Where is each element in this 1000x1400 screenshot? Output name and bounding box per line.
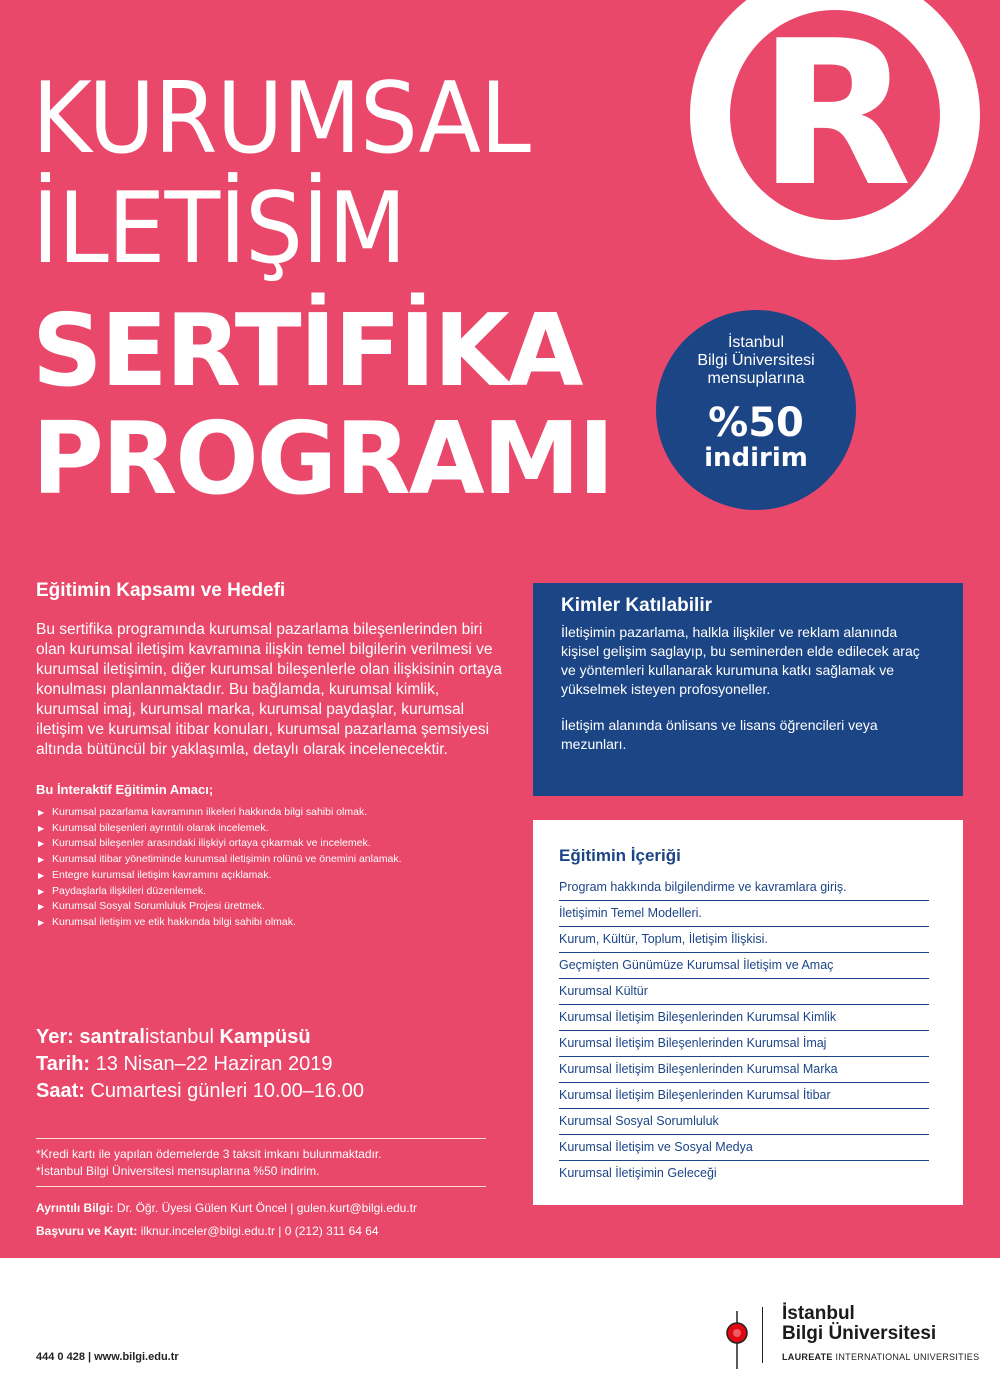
aims-list <box>36 805 506 931</box>
content-heading: Eğitimin İçeriği <box>559 846 681 865</box>
list-item: ▶ Kurumsal pazarlama kavramının ilkeleri hakkında bilgi sahibi olmak. <box>36 805 506 821</box>
scope-text: Bu sertifika programında kurumsal pazarlama bileşenlerinden biri olan kurumsal iletişim kavramına ilişkin temel bilgilerin verilmesi ve kurumsal iletişimin, diğer kurumsal bileşenlerle olan ilişkisinin ortaya konulması planlanmaktadır. Bu bağlamda, kurumsal kimlik, kurumsal imaj, kurumsal marka, kurumsal paydaşlar, kurumsal iletişim ve kurumsal itibar konuları, kurumsal pazarlama şemsiyesi altında bütüncül bir yaklaşımla, detaylı olarak incelenecektir. <box>36 621 503 758</box>
scope-section <box>36 580 506 931</box>
content-box <box>533 820 963 1205</box>
discount-word: indirim <box>704 443 808 473</box>
list-item: Kurumsal İletişim Bileşenlerinden Kurumsal Marka <box>559 1057 929 1083</box>
list-item: ▶ Kurumsal bileşenler arasındaki ilişkiyi ortaya çıkarmak ve incelemek. <box>36 836 506 852</box>
list-item: Kurumsal Sosyal Sorumluluk <box>559 1109 929 1135</box>
aims-heading: Bu İnteraktif Eğitimin Amacı; <box>36 782 214 797</box>
discount-amount: %50 <box>708 400 804 446</box>
logo-name-line-1: İstanbul <box>782 1303 855 1324</box>
list-item: ▶ Kurumsal bileşenleri ayrıntılı olarak incelemek. <box>36 821 506 837</box>
list-item: Kurumsal İletişim ve Sosyal Medya <box>559 1135 929 1161</box>
event-info <box>36 1024 364 1105</box>
note-installment: *Kredi kartı ile yapılan ödemelerde 3 taksit imkanı bulunmaktadır. <box>36 1147 382 1161</box>
logo-name-line-2: Bilgi Üniversitesi <box>782 1323 937 1344</box>
list-item: Kurumsal İletişim Bileşenlerinden Kurumsal İmaj <box>559 1031 929 1057</box>
list-item: ▶ Paydaşlarla ilişkileri düzenlemek. <box>36 884 506 900</box>
who-paragraph-2: İletişim alanında önlisans ve lisans öğrencileri veya mezunları. <box>561 717 878 752</box>
time-row: Saat: Cumartesi günleri 10.00–16.00 <box>36 1080 364 1102</box>
list-item: ▶ Entegre kurumsal iletişim kavramını açıklamak. <box>36 868 506 884</box>
list-item: Program hakkında bilgilendirme ve kavramlara giriş. <box>559 875 929 901</box>
place-row: Yer: santralistanbul Kampüsü <box>36 1026 311 1048</box>
divider <box>36 1138 486 1139</box>
list-item: ▶ Kurumsal itibar yönetiminde kurumsal iletişimin rolünü ve önemini anlamak. <box>36 852 506 868</box>
divider <box>36 1186 486 1187</box>
title-line-3: SERTİFİKA <box>32 292 582 409</box>
registered-mark-letter: R <box>757 0 912 231</box>
footer-contact[interactable]: 444 0 428 | www.bilgi.edu.tr <box>36 1351 179 1363</box>
logo-subtitle: LAUREATE INTERNATIONAL UNIVERSITIES <box>782 1352 980 1362</box>
bullet-icon: ▶ <box>38 823 45 833</box>
date-row: Tarih: 13 Nisan–22 Haziran 2019 <box>36 1053 333 1075</box>
list-item: İletişimin Temel Modelleri. <box>559 901 929 927</box>
scope-heading: Eğitimin Kapsamı ve Hedefi <box>36 580 286 601</box>
bullet-icon: ▶ <box>38 808 45 817</box>
content-list <box>559 875 929 1187</box>
university-logo <box>722 1299 980 1369</box>
divider <box>762 1307 763 1363</box>
bullet-icon: ▶ <box>38 886 45 896</box>
title-line-2: İLETİŞİM <box>32 172 406 286</box>
list-item: ▶ Kurumsal iletişim ve etik hakkında bilgi sahibi olmak. <box>36 915 506 931</box>
discount-line-1: İstanbul <box>727 334 785 351</box>
list-item: ▶ Kurumsal Sosyal Sorumluluk Projesi üretmek. <box>36 899 506 915</box>
bullet-icon: ▶ <box>38 839 45 849</box>
list-item: Geçmişten Günümüze Kurumsal İletişim ve Amaç <box>559 953 929 979</box>
who-paragraph-1: İletişimin pazarlama, halkla ilişkiler ve reklam alanında kişisel gelişim saglayıp, bu seminerden elde edilecek araç ve yöntemleri kullanarak kurumuna katkı sağlamak ve yükselmek isteyen profosyoneller. <box>561 624 920 697</box>
bullet-icon: ▶ <box>38 870 45 880</box>
list-item: Kurumsal İletişimin Geleceği <box>559 1166 717 1180</box>
apply-contact-row: Başvuru ve Kayıt: ilknur.inceler@bilgi.edu.tr | 0 (212) 311 64 64 <box>36 1224 379 1238</box>
discount-line-2: Bilgi Üniversitesi <box>697 352 815 369</box>
contact-info <box>36 1197 417 1243</box>
who-can-attend-box <box>533 583 963 796</box>
list-item: Kurumsal İletişim Bileşenlerinden Kurumsal Kimlik <box>559 1005 929 1031</box>
note-discount: *İstanbul Bilgi Üniversitesi mensuplarına %50 indirim. <box>36 1164 320 1178</box>
list-item: Kurumsal İletişim Bileşenlerinden Kurumsal İtibar <box>559 1083 929 1109</box>
title-line-1: KURUMSAL <box>32 62 530 176</box>
bullet-icon: ▶ <box>38 917 45 927</box>
registered-mark-icon <box>690 0 980 260</box>
list-item: Kurum, Kültür, Toplum, İletişim İlişkisi. <box>559 927 929 953</box>
notes <box>36 1146 382 1180</box>
discount-line-3: mensuplarına <box>707 370 805 387</box>
list-item: Kurumsal Kültür <box>559 979 929 1005</box>
detail-contact-row: Ayrıntılı Bilgi: Dr. Öğr. Üyesi Gülen Kurt Öncel | gulen.kurt@bilgi.edu.tr <box>36 1201 417 1215</box>
apply-contact-link[interactable]: ilknur.inceler@bilgi.edu.tr | 0 (212) 311 64 64 <box>140 1224 379 1238</box>
title-line-4: PROGRAMI <box>32 400 613 517</box>
detail-contact-link[interactable]: Dr. Öğr. Üyesi Gülen Kurt Öncel | gulen.kurt@bilgi.edu.tr <box>116 1201 417 1215</box>
bullet-icon: ▶ <box>38 902 45 912</box>
university-logo-icon <box>722 1311 752 1371</box>
discount-badge <box>656 310 856 510</box>
bullet-icon: ▶ <box>38 855 45 865</box>
who-heading: Kimler Katılabilir <box>561 595 712 616</box>
